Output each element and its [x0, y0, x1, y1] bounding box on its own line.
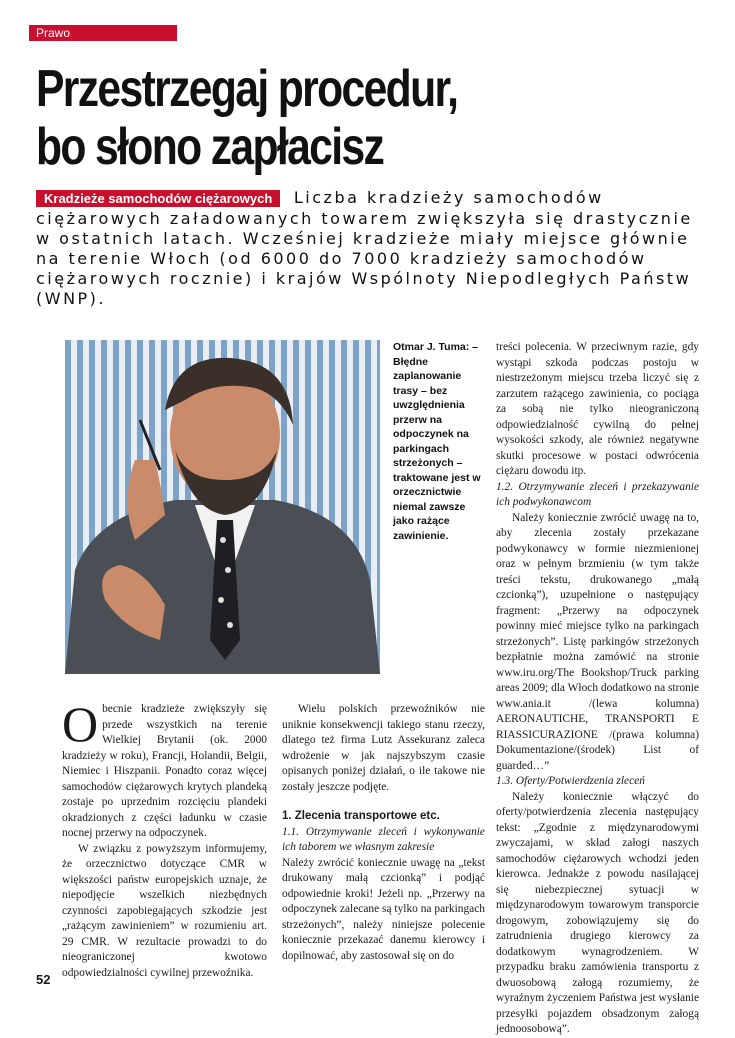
lead-paragraph	[36, 188, 704, 309]
paragraph: W związku z powyższym informujemy, że orzecznictwo dotyczące CMR w większości państw europejskich uznaje, że niepodjęcie wszelkich niezbędnych czynności zapobiegających szkodzie jest „rażącym zawinieniem” w rozumieniu art. 29 CMR. W rezultacie prowadzi to do nieograniczonej kwotowo odpowiedzialności cywilnej przewoźnika.	[62, 842, 267, 979]
article-headline	[36, 60, 594, 176]
lead-text: Liczba kradzieży samochodów ciężarowych załadowanych towarem zwiększyła się drastycznie w ostatnich latach. Wcześniej kradzieże miały miejsce głównie na terenie Włoch (od 6000 do 7000 kradzieży samochodów ciężarowych rocznie) i krajów Wspólnoty Niepodległych Państw (WNP).	[36, 188, 693, 308]
paragraph: Należy koniecznie włączyć do oferty/potwierdzenia zlecenia następujący tekst: „Zgodnie z międzynarodowymi zwyczajami, w skład załogi naszych samochodów ciężarowych wchodzi jeden kierowca. Jednakże z powodu nasilającej się niebezpiecznej sytuacji w międzynarodowym towarowym transporcie drogowym, zobowiązujemy się do zatrudnienia drugiego kierowcy za dodatkowym wynagrodzeniem. W przypadku braku zamówienia transportu z dwuosobową załogą rozumiemy, że wyraźnym życzeniem Państwa jest wysłanie przesyłki pojazdem obsadzonym załogą jednoosobową”.	[496, 790, 699, 1035]
column-2	[282, 702, 485, 964]
drop-cap: O	[62, 696, 99, 752]
section-label: Prawo	[29, 25, 177, 41]
paragraph: Należy koniecznie zwrócić uwagę na to, aby zlecenia zostały przekazane podwykonawcy w formie niezmienionej oraz w pełnym brzmieniu (w tym także treści tekstu, drukowanego „małą czcionką”), uzupełnione o następujący fragment: „Przerwy na odpoczynek powinny mieć miejsce tylko na parkingach strzeżonych”. Listę parkingów strzeżonych bezpłatnie można zamówić na stronie www.iru.org/The Bookshop/Truck parking areas 2009; dla Włoch dodatkowo na stronie www.ania.it /(lewa kolumna) AERONAUTICHE, TRANSPORTI E RIASSICURAZIONE /(prawa kolumna) Dokumentazione/(środek) List of guarded…”	[496, 511, 699, 772]
lead-topic-tag: Kradzieże samochodów ciężarowych	[36, 190, 280, 207]
headline-line-2: bo słono zapłacisz	[36, 118, 384, 176]
page-number: 52	[36, 972, 51, 987]
paragraph: Należy zwrócić koniecznie uwagę na „tekst drukowany małą czcionką” i podjąć odpowiednie kroki! Jeżeli np. „Przerwy na odpoczynek zalecane są tylko na parkingach strzeżonych”, należy niniejsze polecenie koniecznie przekazać danemu kierowcy i dopilnować, aby zastosował się on do	[282, 856, 485, 962]
portrait-illustration	[65, 340, 380, 674]
column-3	[496, 340, 699, 1038]
subsection-heading: 1.1. Otrzymywanie zleceń i wykonywanie ich taborem we własnym zakresie	[282, 825, 485, 853]
subsection-heading: 1.2. Otrzymywanie zleceń i przekazywanie ich podwykonawcom	[496, 480, 699, 508]
headline-line-1: Przestrzegaj procedur,	[36, 60, 458, 118]
paragraph: becnie kradzieże zwiększyły się przede wszystkich na terenie Wielkiej Brytanii (ok. 2000 kradzieży w roku), Francji, Holandii, Belgii, Niemiec i Hiszpanii. Ponadto coraz więcej samochodów ciężarowych krytych plandeką zostaje po uprzednim rozcięciu plandeki okradzionych z części ładunku w czasie nocnej przerwy na odpoczynek.	[62, 703, 267, 839]
section-heading: 1. Zlecenia transportowe etc.	[282, 810, 440, 822]
paragraph: treści polecenia. W przeciwnym razie, gdy wystąpi szkoda podczas postoju w niestrzeżonym miejscu trzeba liczyć się z zarzutem rażącego zawinienia, co pociąga za sobą nie tylko nieograniczoną odpowiedzialność cywilną do pełnej wysokości szkody, ale również negatywne skutki procesowe w postaci odwrócenia ciężaru dowodu itp.	[496, 341, 699, 477]
column-1	[62, 696, 267, 981]
subsection-heading: 1.3. Oferty/Potwierdzenia zleceń	[496, 775, 645, 787]
paragraph: Wielu polskich przewoźników nie uniknie konsekwencji takiego stanu rzeczy, dlatego też firma Lutz Assekuranz zaleca wdrożenie w jak najszybszym czasie opisanych poniżej działań, o ile takowe nie zostały jeszcze podjęte.	[282, 703, 485, 793]
photo-caption: Otmar J. Tuma: – Błędne zaplanowanie trasy – bez uwzględnienia przerw na odpoczynek na parkingach strzeżonych – traktowane jest w orzecznictwie niemal zawsze jako rażące zawinienie.	[393, 341, 481, 542]
portrait-photo	[65, 340, 380, 674]
